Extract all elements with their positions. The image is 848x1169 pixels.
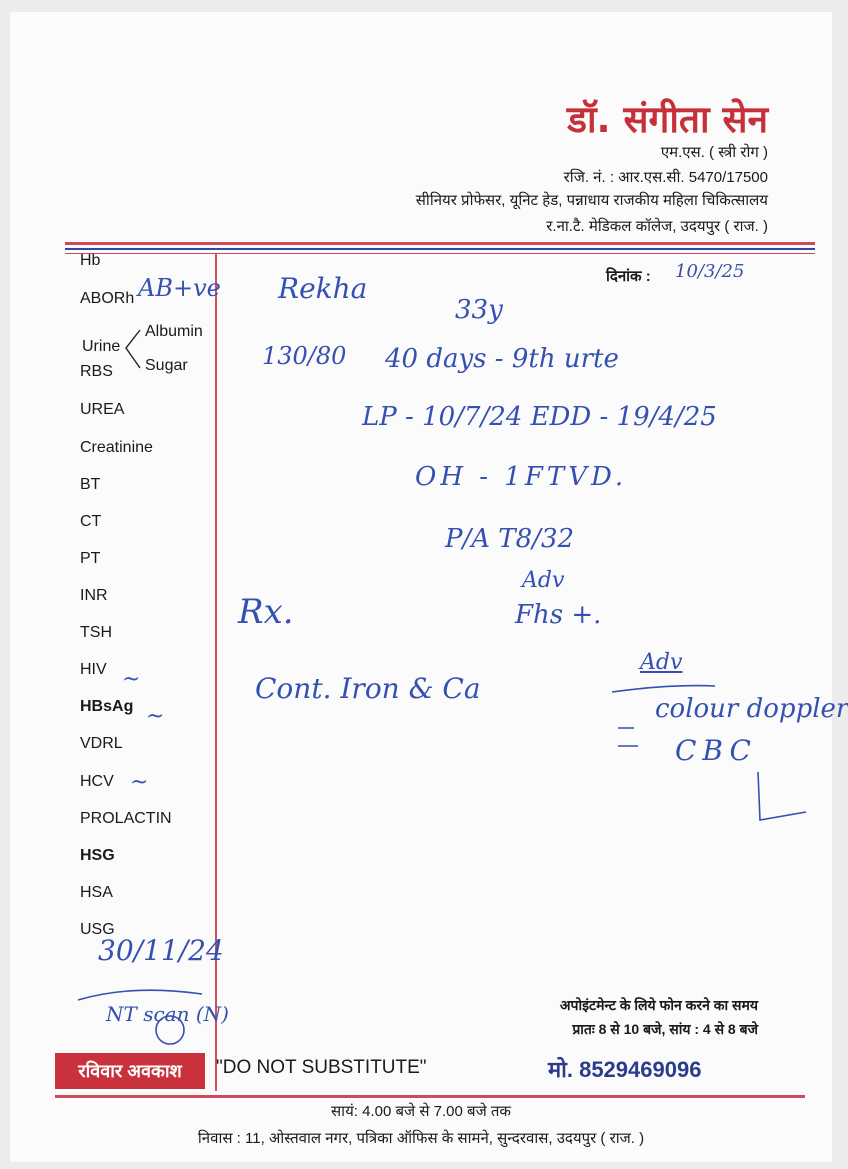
do-not-substitute: "DO NOT SUBSTITUTE" [216,1057,427,1078]
footer-divider [55,1095,805,1098]
test-pt: PT [80,550,101,567]
hw-advice-2: CBC [675,734,757,767]
test-prolactin: PROLACTIN [80,810,172,827]
test-hiv: HIV [80,661,107,678]
phone-number: मो. 8529469096 [548,1057,702,1082]
hw-usg-date: 30/11/24 [98,934,224,967]
test-hsg: HSG [80,847,115,864]
hw-rx: Rx. [238,592,294,632]
header-divider-thin [65,253,815,254]
hw-hbsag-result: ~ [146,704,165,729]
hw-hiv-result: ~ [122,667,141,692]
test-albumin: Albumin [145,323,203,340]
test-aborh: ABORh [80,290,135,307]
test-hcv: HCV [80,773,114,790]
urine-bracket [122,328,144,372]
hw-usg-strokes [72,980,212,1050]
test-creatinine: Creatinine [80,439,153,456]
hw-blood-group: AB+ve [138,274,221,302]
appointment-note: अपोइंटमेन्ट के लिये फोन करने का समय [559,997,758,1013]
test-urea: UREA [80,401,125,418]
qualification: एम.एस. ( स्त्री रोग ) [660,144,768,161]
test-hb: Hb [80,252,101,269]
hw-line-2: LP - 10/7/24 EDD - 19/4/25 [362,402,717,432]
doctor-name: डॉ. संगीता सेन [567,98,768,141]
hw-strokes [610,682,820,832]
institution: र.ना.टै. मेडिकल कॉलेज, उदयपुर ( राज. ) [546,218,768,235]
hw-line-3: OH - 1FTVD. [415,462,628,492]
evening-timings: सायं: 4.00 बजे से 7.00 बजे तक [331,1103,511,1120]
test-ct: CT [80,513,102,530]
hw-advice-label: Adv [640,650,683,675]
hw-usg-note: NT scan (N) [106,1002,229,1026]
test-hbsag: HBsAg [80,698,134,715]
hw-advice-1: colour doppler [655,694,848,724]
test-urine: Urine [82,338,121,355]
test-rbs: RBS [80,363,113,380]
header-divider-blue [65,248,815,250]
test-tsh: TSH [80,624,112,641]
hw-line-6: Fhs +. [515,600,602,630]
test-bt: BT [80,476,101,493]
test-hsa: HSA [80,884,113,901]
hw-hcv-result: ~ [130,770,149,795]
prescription-sheet [10,12,848,1162]
hw-line-4: P/A T8/32 [445,524,575,554]
test-vdrl: VDRL [80,735,123,752]
test-sugar: Sugar [145,357,188,374]
hw-age: 33y [455,295,503,325]
hw-patient-name: Rekha [278,272,368,305]
registration-number: रजि. नं. : आर.एस.सी. 5470/17500 [563,169,768,186]
date-label: दिनांक : [606,268,651,285]
appointment-timings: प्रातः 8 से 10 बजे, सांय : 4 से 8 बजे [572,1021,758,1037]
hw-medication: Cont. Iron & Ca [255,672,481,705]
hw-blood-pressure: 130/80 [262,342,347,370]
residence-address: निवास : 11, ओस्तवाल नगर, पत्रिका ऑफिस के सामने, सुन्दरवास, उदयपुर ( राज. ) [197,1130,645,1147]
test-inr: INR [80,587,108,604]
date-value: 10/3/25 [675,261,745,282]
header-divider [65,242,815,245]
position: सीनियर प्रोफेसर, यूनिट हेड, पन्नाधाय राजकीय महिला चिकित्सालय [415,192,768,209]
hw-line-5: Adv [522,568,565,593]
sunday-closed-badge: रविवार अवकाश [55,1053,205,1089]
hw-line-1: 40 days - 9th urte [385,344,619,374]
test-usg: USG [80,921,115,938]
